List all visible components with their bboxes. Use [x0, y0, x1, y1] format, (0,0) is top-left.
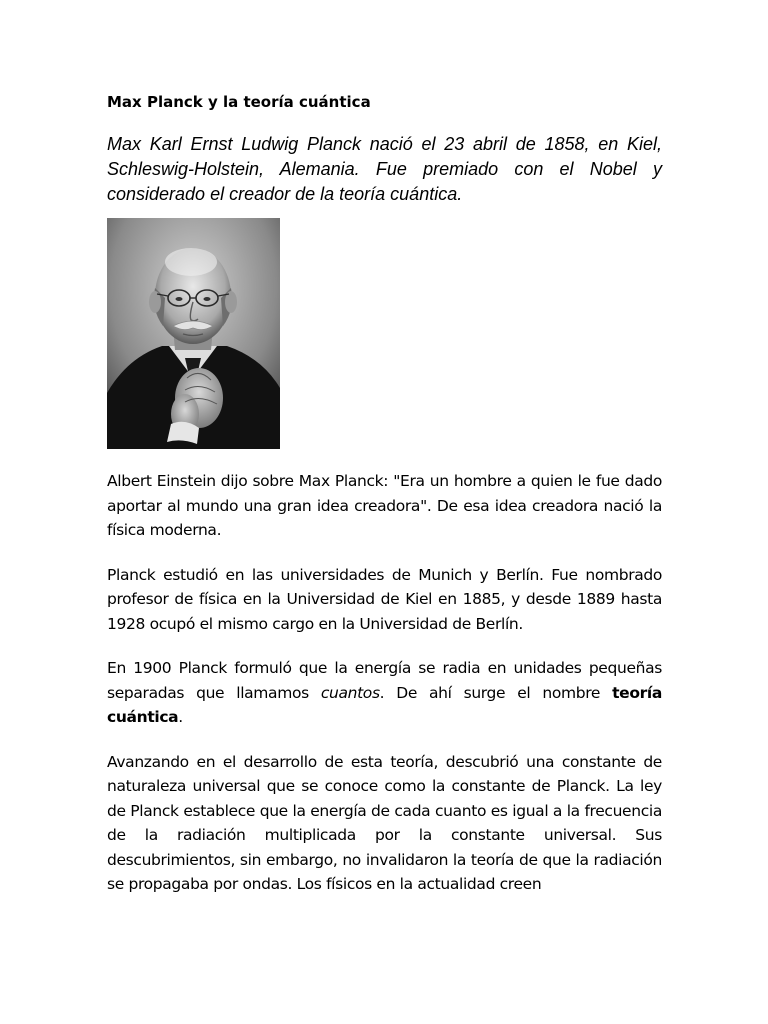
body-text — [107, 469, 662, 917]
portrait-illustration — [107, 218, 280, 449]
quanta-text-3: . — [178, 708, 183, 726]
quanta-text-1: En 1900 Planck formuló que la energía se radia en unidades pequeñas separadas que llamamos — [107, 659, 662, 702]
quanta-italic-term: cuantos — [320, 683, 380, 702]
paragraph-quanta — [107, 656, 662, 730]
paragraph-constant: Avanzando en el desarrollo de esta teoría, descubrió una constante de naturaleza universal que se conoce como la constante de Planck. La ley de Planck establece que la energía de cada cuanto es igual a la frecuencia de la radiación multiplicada por la constante universal. Sus descubrimientos, sin embargo, no invalidaron la teoría de que la radiación se propagaba por ondas. Los físicos en la actualidad creen — [107, 752, 662, 893]
quanta-text-2: . De ahí surge el nombre — [379, 683, 613, 702]
paragraph-einstein: Albert Einstein dijo sobre Max Planck: "Era un hombre a quien le fue dado aportar al mundo una gran idea creadora". De esa idea creadora nació la física moderna. — [107, 472, 662, 539]
quanta-bold-term: teoría cuántica — [107, 683, 662, 726]
page-title: Max Planck y la teoría cuántica — [107, 93, 371, 111]
paragraph-education: Planck estudió en las universidades de Munich y Berlín. Fue nombrado profesor de física en la Universidad de Kiel en 1885, y desde 1889 hasta 1928 ocupó el mismo cargo en la Universidad de Berlín. — [107, 565, 662, 633]
intro-paragraph: Max Karl Ernst Ludwig Planck nació el 23 abril de 1858, en Kiel, Schleswig-Holstein, Alemania. Fue premiado con el Nobel y considerado el creador de la teoría cuántica. — [107, 134, 662, 204]
portrait-photo — [107, 218, 280, 449]
